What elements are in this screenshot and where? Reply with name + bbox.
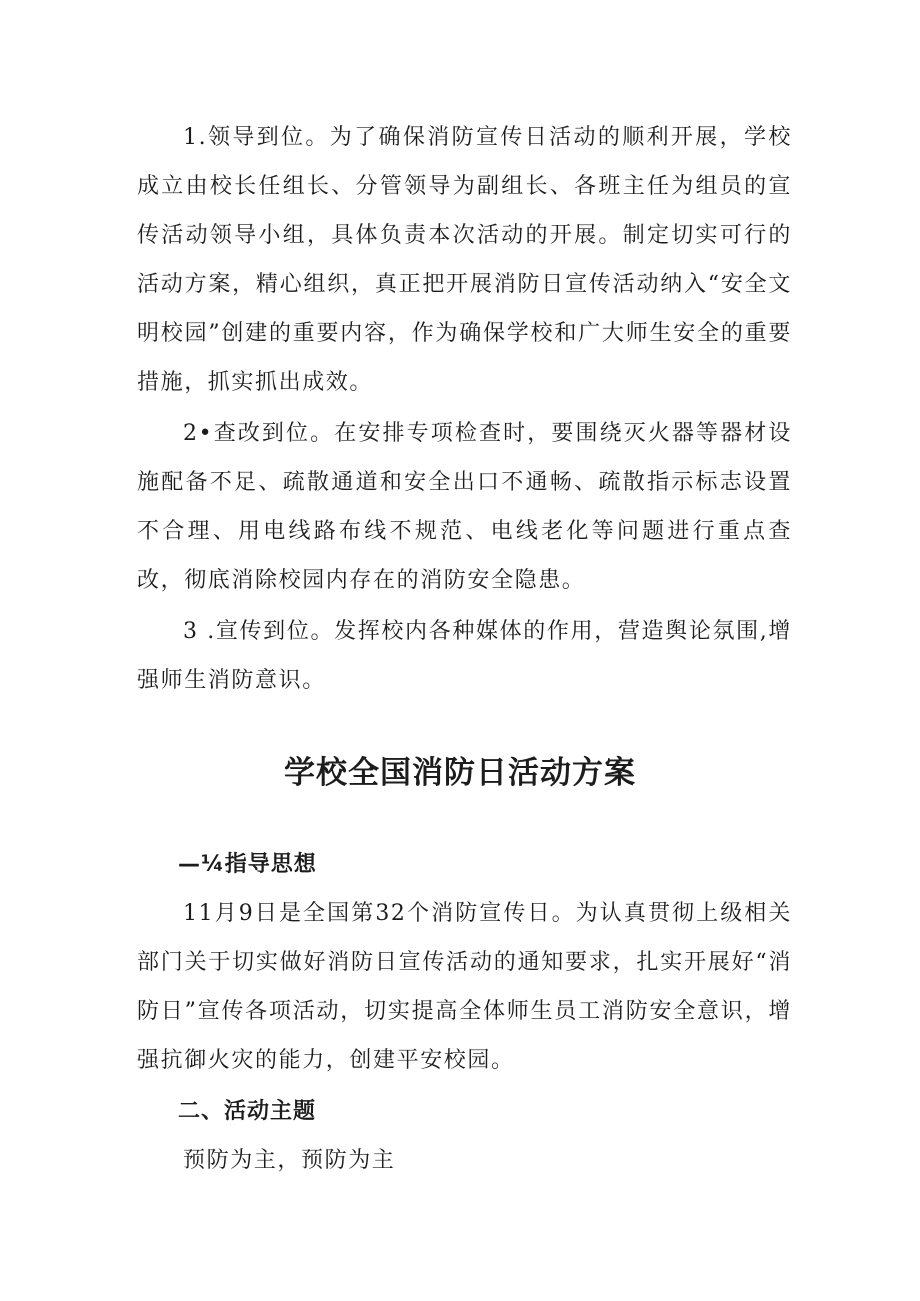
measure-leadership-paragraph: 1.领导到位。为了确保消防宣传日活动的顺利开展，学校成立由校长任组长、分管领导为副组长、各班主任为组员的宣传活动领导小组，具体负责本次活动的开展。制定切实可行的活动方案，精心组织，真正把开展消防日宣传活动纳入“安全文明校园”创建的重要内容，作为确保学校和广大师生安全的重要措施，抓实抓出成效。 bbox=[137, 125, 792, 395]
plan-sections bbox=[137, 840, 792, 1185]
activity-theme-paragraph: 预防为主，预防为主 bbox=[183, 1148, 396, 1173]
document-title: 学校全国消防日活动方案 bbox=[284, 755, 636, 791]
measures-list bbox=[137, 113, 792, 705]
guiding-thought-heading: —¼指导思想 bbox=[178, 852, 317, 877]
guiding-thought-paragraph: 11月9日是全国第32个消防宣传日。为认真贯彻上级相关部门关于切实做好消防日宣传活动的通知要求，扎实开展好“消防日”宣传各项活动，切实提高全体师生员工消防安全意识，增强抗御火灾的能力，创建平安校园。 bbox=[137, 901, 792, 1073]
measure-publicity-paragraph: 3 .宣传到位。发挥校内各种媒体的作用，营造舆论氛围,增强师生消防意识。 bbox=[137, 619, 792, 693]
activity-theme-heading: 二、活动主题 bbox=[178, 1099, 317, 1124]
measure-inspection-paragraph: 2•查改到位。在安排专项检查时，要围绕灭火器等器材设施配备不足、疏散通道和安全出口不通畅、疏散指示标志设置不合理、用电线路布线不规范、电线老化等问题进行重点查改，彻底消除校园内存在的消防安全隐患。 bbox=[137, 421, 792, 593]
